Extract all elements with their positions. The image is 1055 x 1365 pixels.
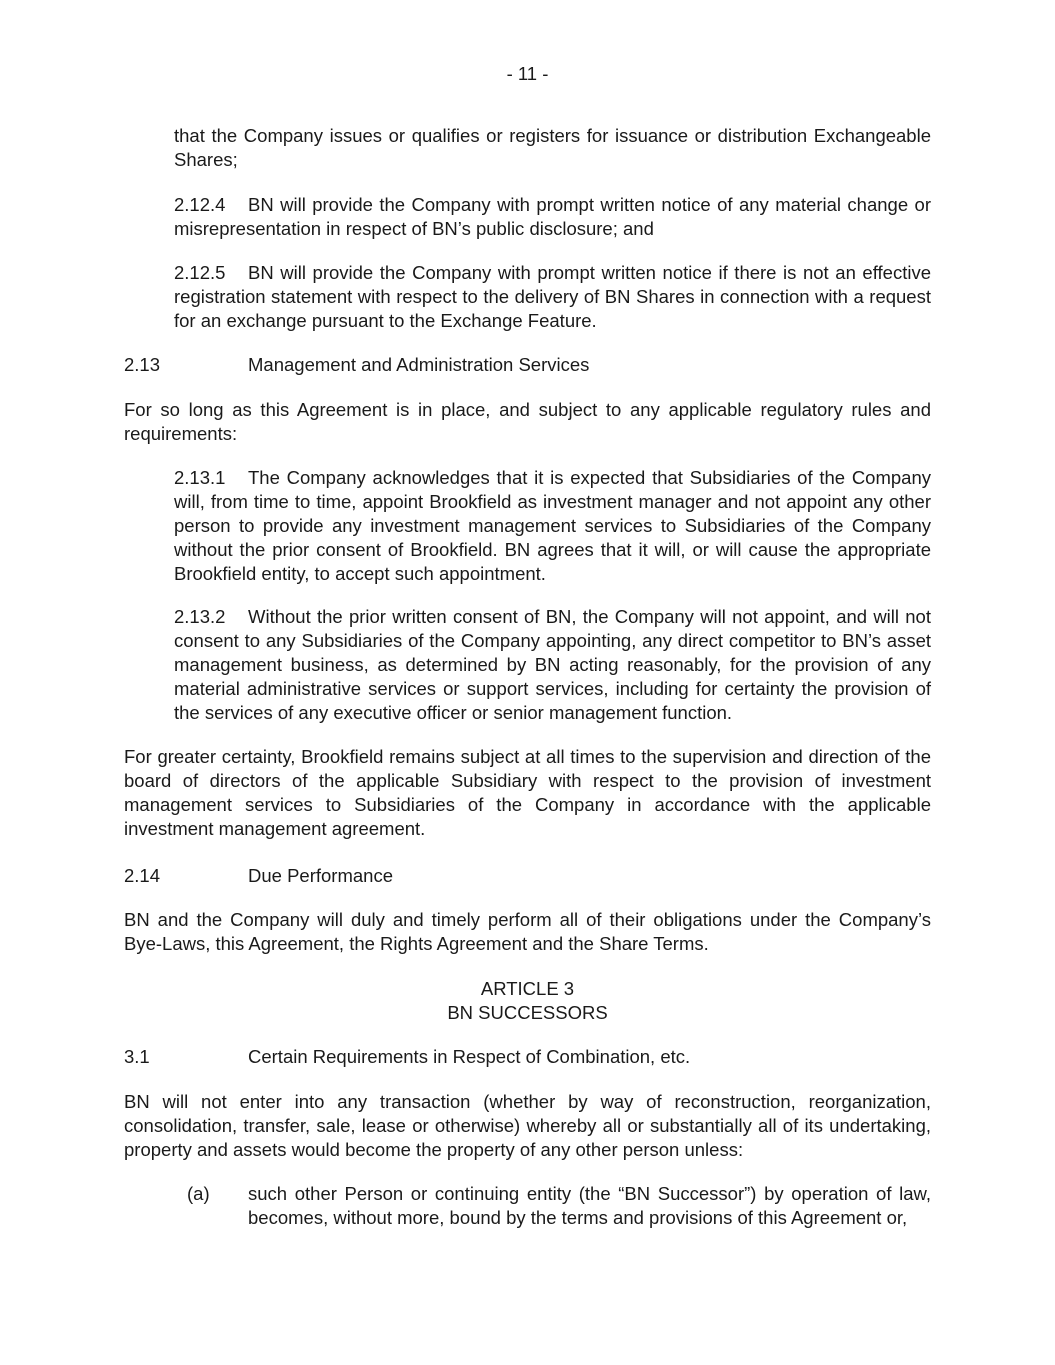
article-title: BN SUCCESSORS — [447, 1002, 608, 1023]
section-number: 2.13 — [124, 354, 161, 375]
section-3-1-text: BN will not enter into any transaction (whether by way of reconstruction, reorganization, consolidation, transfer, sale, lease or otherwise) whereby all or substantially all of its undertaking, property and assets would become the property of any other person unless: — [124, 1091, 931, 1160]
clause-2-13-1 — [174, 466, 931, 586]
clause-text: BN will provide the Company with prompt written notice of any material change or misrepresentation in respect of BN’s public disclosure; and — [174, 194, 931, 239]
clause-2-13-2 — [174, 605, 931, 725]
section-number: 2.14 — [124, 865, 161, 886]
page-number: - 11 - — [506, 63, 549, 84]
list-item-label: (a) — [187, 1183, 210, 1204]
section-title: Certain Requirements in Respect of Combination, etc. — [248, 1046, 691, 1067]
section-2-13-closing: For greater certainty, Brookfield remains subject at all times to the supervision and direction of the board of directors of the applicable Subsidiary with respect to the provision of investment management services to Subsidiaries of the Company in accordance with the applicable investment management agreement. — [124, 746, 931, 839]
clause-number: 2.13.1 — [174, 467, 226, 488]
section-2-14-text: BN and the Company will duly and timely perform all of their obligations under the Company’s Bye-Laws, this Agreement, the Rights Agreement and the Share Terms. — [124, 909, 931, 954]
clause-number: 2.12.5 — [174, 262, 226, 283]
clause-number: 2.13.2 — [174, 606, 226, 627]
section-number: 3.1 — [124, 1046, 150, 1067]
list-item-text: such other Person or continuing entity (the “BN Successor”) by operation of law, becomes, without more, bound by the terms and provisions of this Agreement or, — [248, 1183, 931, 1228]
clause-number: 2.12.4 — [174, 194, 226, 215]
clause-2-12-5 — [174, 261, 931, 333]
section-title: Due Performance — [248, 865, 393, 886]
clause-2-12-4 — [174, 193, 931, 241]
section-2-13-intro: For so long as this Agreement is in place, and subject to any applicable regulatory rules and requirements: — [124, 399, 931, 444]
clause-text: The Company acknowledges that it is expected that Subsidiaries of the Company will, from time to time, appoint Brookfield as investment manager and not appoint any other person to provide any investment management services to Subsidiaries of the Company without the prior consent of Brookfield. BN agrees that it will, or will cause the appropriate Brookfield entity, to accept such appointment. — [174, 467, 931, 584]
section-title: Management and Administration Services — [248, 354, 590, 375]
article-label: ARTICLE 3 — [480, 978, 575, 999]
clause-text: BN will provide the Company with prompt written notice if there is not an effective registration statement with respect to the delivery of BN Shares in connection with a request for an exchange pursuant to the Exchange Feature. — [174, 262, 931, 331]
continued-paragraph: that the Company issues or qualifies or registers for issuance or distribution Exchangeable Shares; — [174, 125, 931, 170]
clause-text: Without the prior written consent of BN, the Company will not appoint, and will not consent to any Subsidiaries of the Company appointing, any direct competitor to BN’s asset management business, as determined by BN acting reasonably, for the provision of any material administrative services or support services, including for certainty the provision of the services of any executive officer or senior management function. — [174, 606, 931, 723]
